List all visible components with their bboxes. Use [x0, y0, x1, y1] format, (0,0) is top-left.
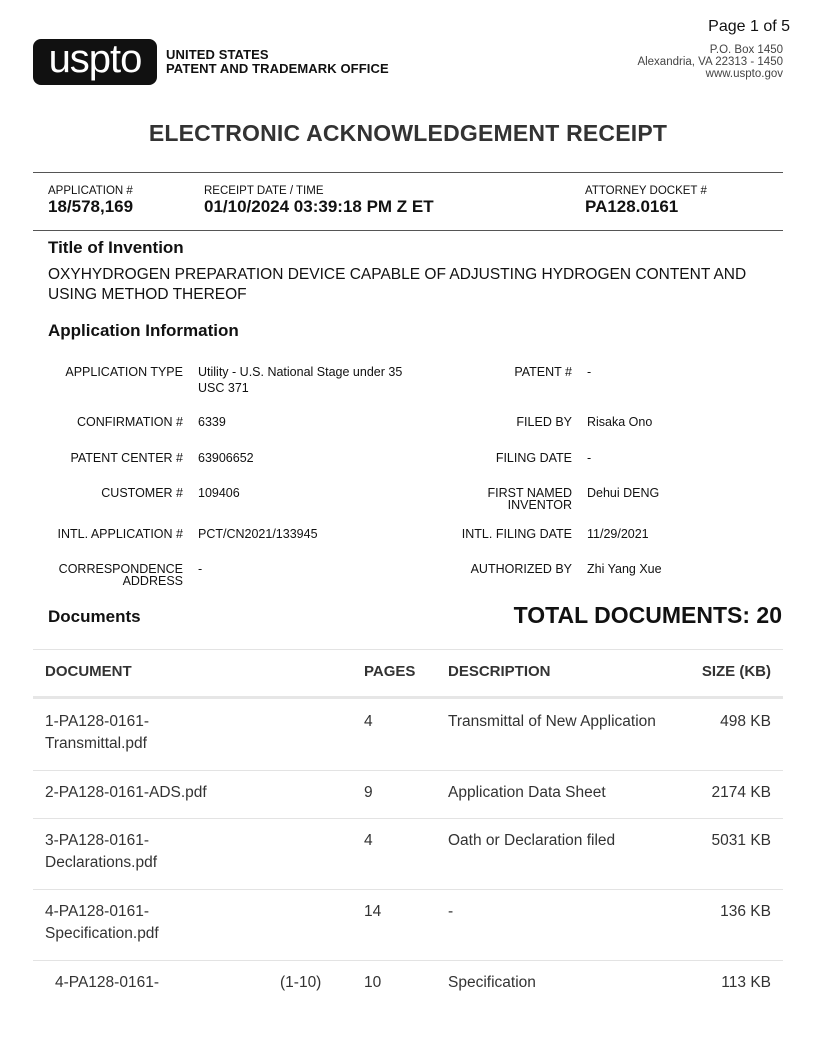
application-type-label: APPLICATION TYPE [65, 365, 183, 379]
filing-date-label: FILING DATE [495, 451, 572, 465]
patent-center-value: 63906652 [198, 451, 254, 465]
document-description: - [448, 903, 454, 920]
table-row-divider [33, 889, 783, 890]
organization-name [166, 48, 389, 76]
correspondence-address-label: CORRESPONDENCE ADDRESS [58, 562, 183, 588]
total-documents: TOTAL DOCUMENTS: 20 [513, 602, 782, 628]
column-header-description: DESCRIPTION [448, 663, 551, 680]
filed-by-label: FILED BY [516, 415, 572, 429]
document-pages: 9 [364, 784, 373, 801]
subdocument-file-link[interactable]: 4-PA128-0161- [55, 974, 159, 991]
table-divider [33, 649, 783, 650]
document-size: 5031 KB [711, 832, 771, 849]
document-file-link[interactable]: 4-PA128-0161-Specification.pdf [45, 903, 159, 942]
first-named-inventor-label: FIRST NAMED INVENTOR [487, 486, 572, 512]
org-line-1: UNITED STATES [166, 47, 269, 62]
patent-number-label: PATENT # [514, 365, 572, 379]
authorized-by-value: Zhi Yang Xue [587, 562, 662, 576]
document-file-link[interactable]: 2-PA128-0161-ADS.pdf [45, 784, 207, 801]
customer-value: 109406 [198, 486, 240, 500]
application-type-value: Utility - U.S. National Stage under 35 USC 371 [198, 365, 403, 395]
table-row-divider [33, 770, 783, 771]
attorney-docket-label: ATTORNEY DOCKET # [585, 185, 707, 197]
patent-number-value: - [587, 365, 592, 379]
document-description: Transmittal of New Application [448, 713, 656, 730]
document-pages: 4 [364, 832, 373, 849]
org-line-2: PATENT AND TRADEMARK OFFICE [166, 61, 389, 76]
address-po-box: P.O. Box 1450 [709, 44, 783, 56]
intl-application-value: PCT/CN2021/133945 [198, 527, 318, 541]
attorney-docket: PA128.0161 [585, 197, 679, 216]
confirmation-value: 6339 [198, 415, 226, 429]
column-header-size: SIZE (KB) [701, 663, 771, 680]
document-title: ELECTRONIC ACKNOWLEDGEMENT RECEIPT [148, 120, 668, 146]
application-number-label: APPLICATION # [48, 185, 133, 197]
invention-heading: Title of Invention [48, 238, 184, 257]
invention-title: OXYHYDROGEN PREPARATION DEVICE CAPABLE OF ADJUSTING HYDROGEN CONTENT AND USING METHOD THEREOF [48, 266, 747, 303]
intl-application-label: INTL. APPLICATION # [57, 527, 183, 541]
address-website: www.uspto.gov [705, 68, 783, 80]
table-row-divider [33, 960, 783, 961]
address-city: Alexandria, VA 22313 - 1450 [637, 56, 783, 68]
subdocument-page-range: (1-10) [280, 974, 322, 991]
page-number: Page 1 of 5 [708, 18, 790, 35]
logo-text: uspto [48, 37, 142, 81]
office-address [637, 44, 783, 80]
documents-heading: Documents [48, 607, 141, 626]
document-description: Oath or Declaration filed [448, 832, 616, 849]
confirmation-label: CONFIRMATION # [76, 415, 183, 429]
application-number: 18/578,169 [48, 197, 134, 216]
filed-by-value: Risaka Ono [587, 415, 653, 429]
authorized-by-label: AUTHORIZED BY [470, 562, 572, 576]
filing-date-value: - [587, 451, 592, 465]
table-row-divider [33, 818, 783, 819]
receipt-date: 01/10/2024 03:39:18 PM Z ET [204, 197, 434, 216]
document-description: Specification [448, 974, 536, 991]
correspondence-address-value: - [198, 562, 203, 576]
document-pages: 4 [364, 713, 373, 730]
first-named-inventor-value: Dehui DENG [587, 486, 660, 500]
customer-label: CUSTOMER # [101, 486, 183, 500]
document-pages: 10 [364, 974, 382, 991]
document-pages: 14 [364, 903, 382, 920]
document-size: 2174 KB [711, 784, 771, 801]
document-description: Application Data Sheet [448, 784, 606, 801]
divider [33, 172, 783, 173]
intl-filing-date-value: 11/29/2021 [587, 527, 649, 541]
column-header-pages: PAGES [364, 663, 416, 680]
intl-filing-date-label: INTL. FILING DATE [461, 527, 572, 541]
document-file-link[interactable]: 3-PA128-0161-Declarations.pdf [45, 832, 158, 871]
document-size: 113 KB [721, 974, 771, 991]
document-size: 498 KB [720, 713, 771, 730]
receipt-date-label: RECEIPT DATE / TIME [204, 185, 324, 197]
uspto-logo [33, 39, 157, 85]
divider [33, 230, 783, 231]
patent-center-label: PATENT CENTER # [70, 451, 183, 465]
table-header-divider [33, 696, 783, 699]
document-size: 136 KB [720, 903, 771, 920]
application-info-heading: Application Information [48, 321, 239, 340]
document-file-link[interactable]: 1-PA128-0161-Transmittal.pdf [45, 713, 149, 752]
column-header-document: DOCUMENT [45, 663, 132, 680]
